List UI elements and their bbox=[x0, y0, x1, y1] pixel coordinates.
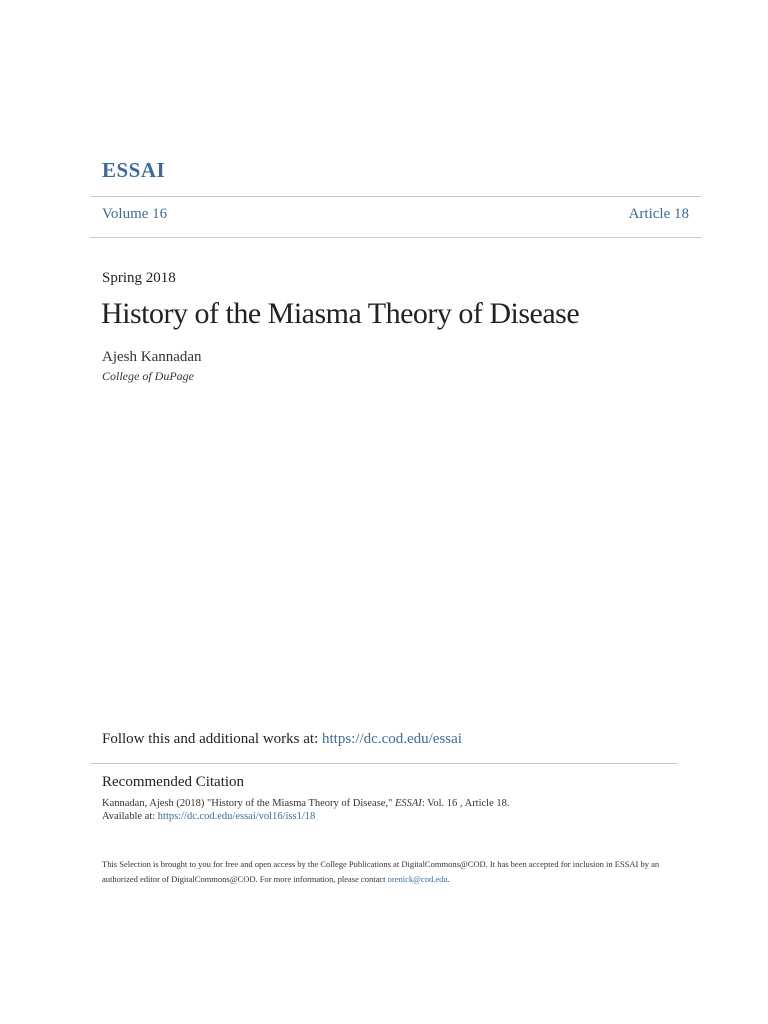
article-number-link[interactable]: Article 18 bbox=[628, 206, 689, 222]
author-affiliation: College of DuPage bbox=[102, 369, 194, 383]
open-access-notice-end: . bbox=[447, 874, 450, 884]
citation-available-line bbox=[102, 810, 510, 823]
citation-available-label: Available at: bbox=[102, 811, 158, 822]
citation-reference-line bbox=[102, 797, 510, 810]
citation-reference-start: Kannadan, Ajesh (2018) "History of the Miasma Theory of Disease," bbox=[102, 798, 395, 809]
citation-divider bbox=[90, 763, 678, 764]
citation-text bbox=[102, 797, 510, 823]
volume-link[interactable]: Volume 16 bbox=[102, 206, 168, 222]
header-divider-top bbox=[90, 196, 701, 197]
citation-journal-name: ESSAI bbox=[394, 798, 422, 809]
citation-reference-end: : Vol. 16 , Article 18. bbox=[421, 798, 510, 809]
contact-email-link[interactable]: orenick@cod.edu bbox=[387, 874, 448, 884]
article-title: History of the Miasma Theory of Disease bbox=[101, 297, 580, 330]
follow-works-link[interactable]: https://dc.cod.edu/essai bbox=[321, 731, 462, 747]
journal-name-link[interactable]: ESSAI bbox=[102, 158, 166, 182]
header-divider-bottom bbox=[90, 237, 701, 238]
follow-works-label: Follow this and additional works at: bbox=[102, 731, 322, 747]
author-name: Ajesh Kannadan bbox=[102, 349, 202, 365]
citation-available-link[interactable]: https://dc.cod.edu/essai/vol16/iss1/18 bbox=[157, 811, 316, 822]
open-access-notice-text: This Selection is brought to you for free and open access by the College Publications at DigitalCommons@COD. It has been accepted for inclusion in ESSAI by an authorized editor of DigitalCommons@COD. For more information, please contact bbox=[102, 859, 660, 884]
citation-heading: Recommended Citation bbox=[102, 774, 245, 790]
follow-works-line bbox=[102, 731, 462, 748]
open-access-notice bbox=[102, 857, 672, 887]
issue-date: Spring 2018 bbox=[102, 270, 176, 286]
